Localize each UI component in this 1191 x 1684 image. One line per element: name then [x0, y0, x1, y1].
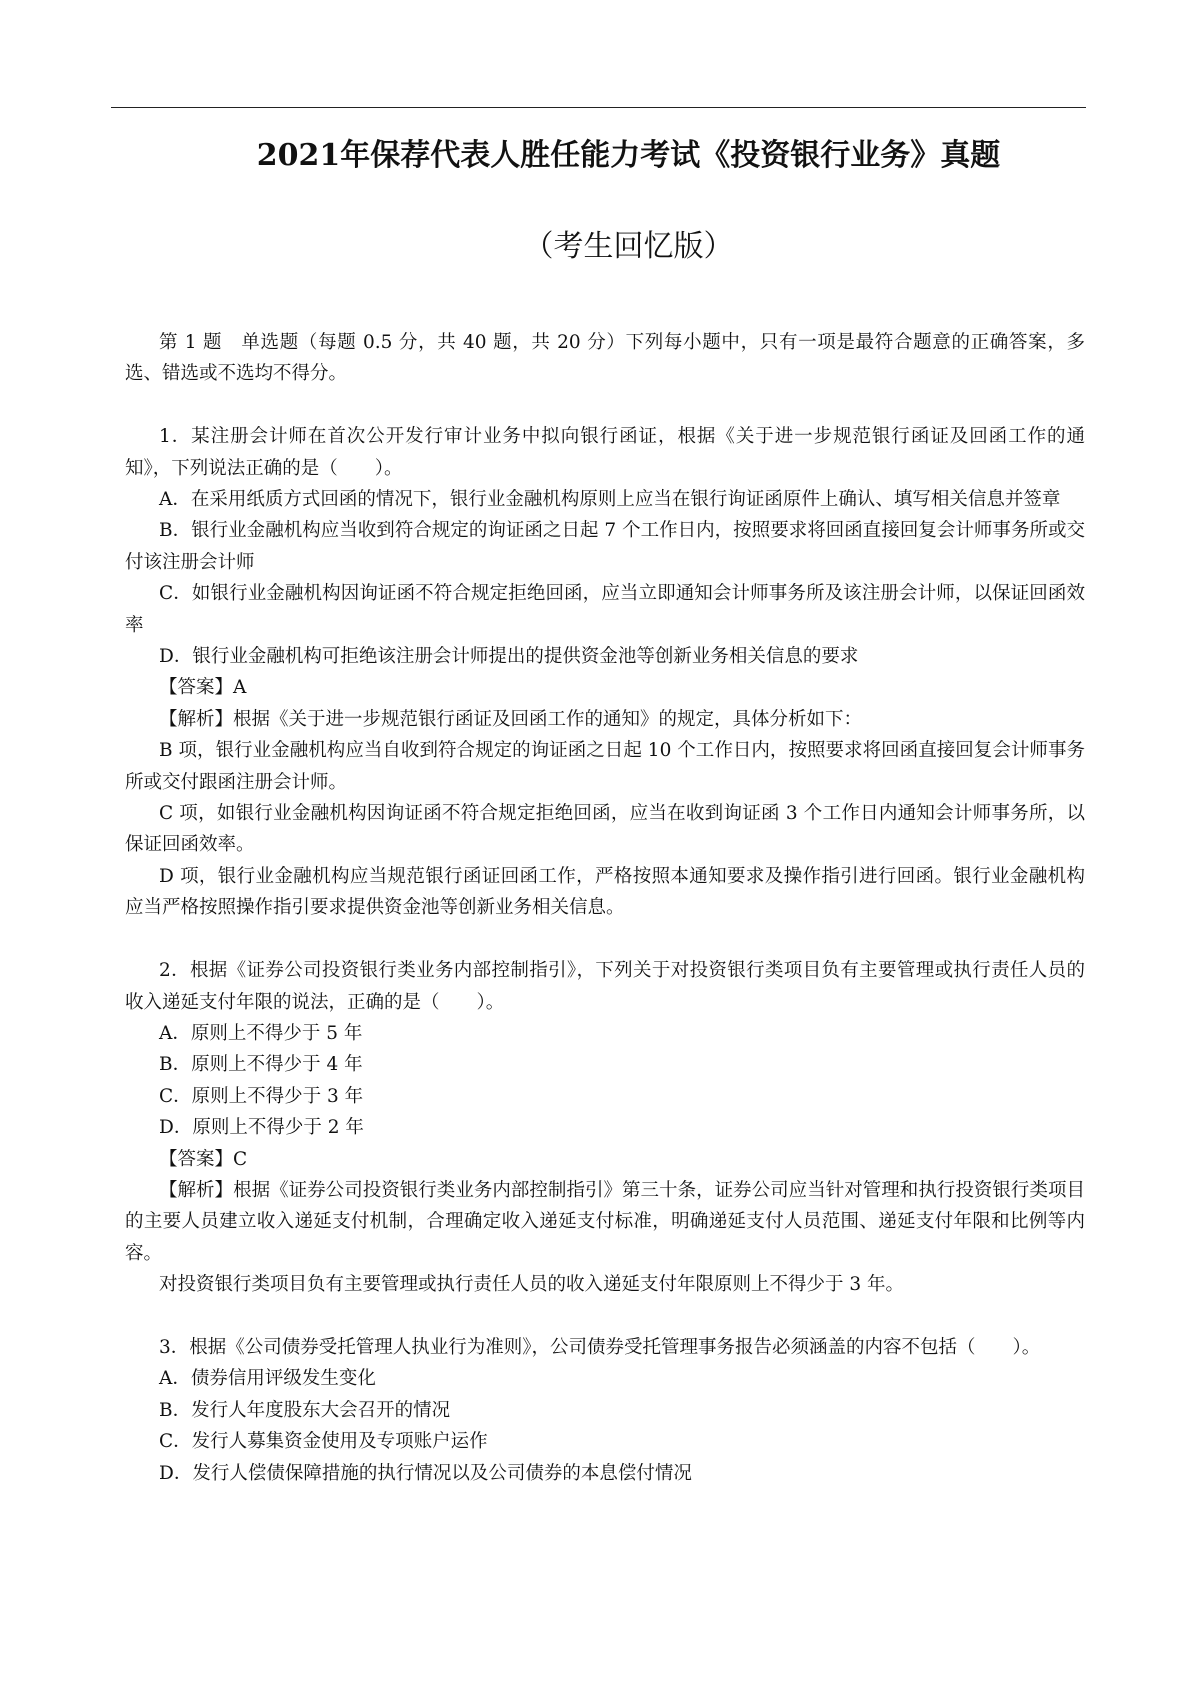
- question-2: [125, 955, 1085, 1300]
- option-b: B．银行业金融机构应当收到符合规定的询证函之日起 7 个工作日内，按照要求将回函直接回复会计师事务所或交付该注册会计师: [125, 520, 1085, 573]
- question-stem: 1．某注册会计师在首次公开发行审计业务中拟向银行函证，根据《关于进一步规范银行函证及回函工作的通知》，下列说法正确的是（ ）。: [125, 426, 1085, 479]
- option-c: C．发行人募集资金使用及专项账户运作: [159, 1431, 488, 1453]
- analysis-line: 对投资银行类项目负有主要管理或执行责任人员的收入递延支付年限原则上不得少于 3 年。: [159, 1274, 905, 1296]
- answer: 【答案】A: [159, 677, 247, 699]
- option-d: D．发行人偿债保障措施的执行情况以及公司债券的本息偿付情况: [159, 1462, 692, 1484]
- answer: 【答案】C: [159, 1148, 248, 1170]
- spacer: [125, 1301, 1085, 1332]
- question-stem: 2．根据《证券公司投资银行类业务内部控制指引》，下列关于对投资银行类项目负有主要管理或执行责任人员的收入递延支付年限的说法，正确的是（ ）。: [125, 960, 1085, 1013]
- question-stem: 3．根据《公司债券受托管理人执业行为准则》，公司债券受托管理事务报告必须涵盖的内容不包括（ ）。: [159, 1336, 1041, 1358]
- option-a: A．在采用纸质方式回函的情况下，银行业金融机构原则上应当在银行询证函原件上确认、填写相关信息并签章: [159, 489, 1061, 511]
- spacer: [125, 390, 1085, 421]
- analysis-line: 【解析】根据《证券公司投资银行类业务内部控制指引》第三十条，证券公司应当针对管理和执行投资银行类项目的主要人员建立收入递延支付机制，合理确定收入递延支付标准，明确递延支付人员范围、递延支付年限和比例等内容。: [125, 1179, 1085, 1264]
- spacer: [125, 924, 1085, 955]
- analysis-line: 【解析】根据《关于进一步规范银行函证及回函工作的通知》的规定，具体分析如下：: [159, 708, 863, 730]
- option-d: D．银行业金融机构可拒绝该注册会计师提出的提供资金池等创新业务相关信息的要求: [159, 646, 859, 668]
- analysis-line: D 项，银行业金融机构应当规范银行函证回函工作，严格按照本通知要求及操作指引进行回函。银行业金融机构应当严格按照操作指引要求提供资金池等创新业务相关信息。: [125, 865, 1085, 919]
- analysis-line: B 项，银行业金融机构应当自收到符合规定的询证函之日起 10 个工作日内，按照要求将回函直接回复会计师事务所或交付跟函注册会计师。: [125, 740, 1085, 793]
- analysis-line: C 项，如银行业金融机构因询证函不符合规定拒绝回函，应当在收到询证函 3 个工作日内通知会计师事务所，以保证回函效率。: [125, 803, 1085, 856]
- document-body: [125, 327, 1085, 1489]
- header-rule: [111, 107, 1086, 108]
- option-b: B．原则上不得少于 4 年: [159, 1054, 363, 1076]
- option-b: B．发行人年度股东大会召开的情况: [159, 1399, 451, 1421]
- question-3: [125, 1332, 1085, 1489]
- option-a: A．债券信用评级发生变化: [159, 1368, 376, 1390]
- document-subtitle: （考生回忆版）: [523, 229, 734, 264]
- option-c: C．如银行业金融机构因询证函不符合规定拒绝回函，应当立即通知会计师事务所及该注册会计师，以保证回函效率: [125, 583, 1085, 636]
- section-intro: 第 1 题 单选题（每题 0.5 分，共 40 题，共 20 分）下列每小题中，只有一项是最符合题意的正确答案，多选、错选或不选均不得分。: [125, 332, 1085, 385]
- document-title: 2021年保荐代表人胜任能力考试《投资银行业务》真题: [256, 138, 1001, 173]
- option-a: A．原则上不得少于 5 年: [159, 1022, 363, 1044]
- question-1: [125, 421, 1085, 924]
- option-c: C．原则上不得少于 3 年: [159, 1085, 364, 1107]
- option-d: D．原则上不得少于 2 年: [159, 1117, 364, 1139]
